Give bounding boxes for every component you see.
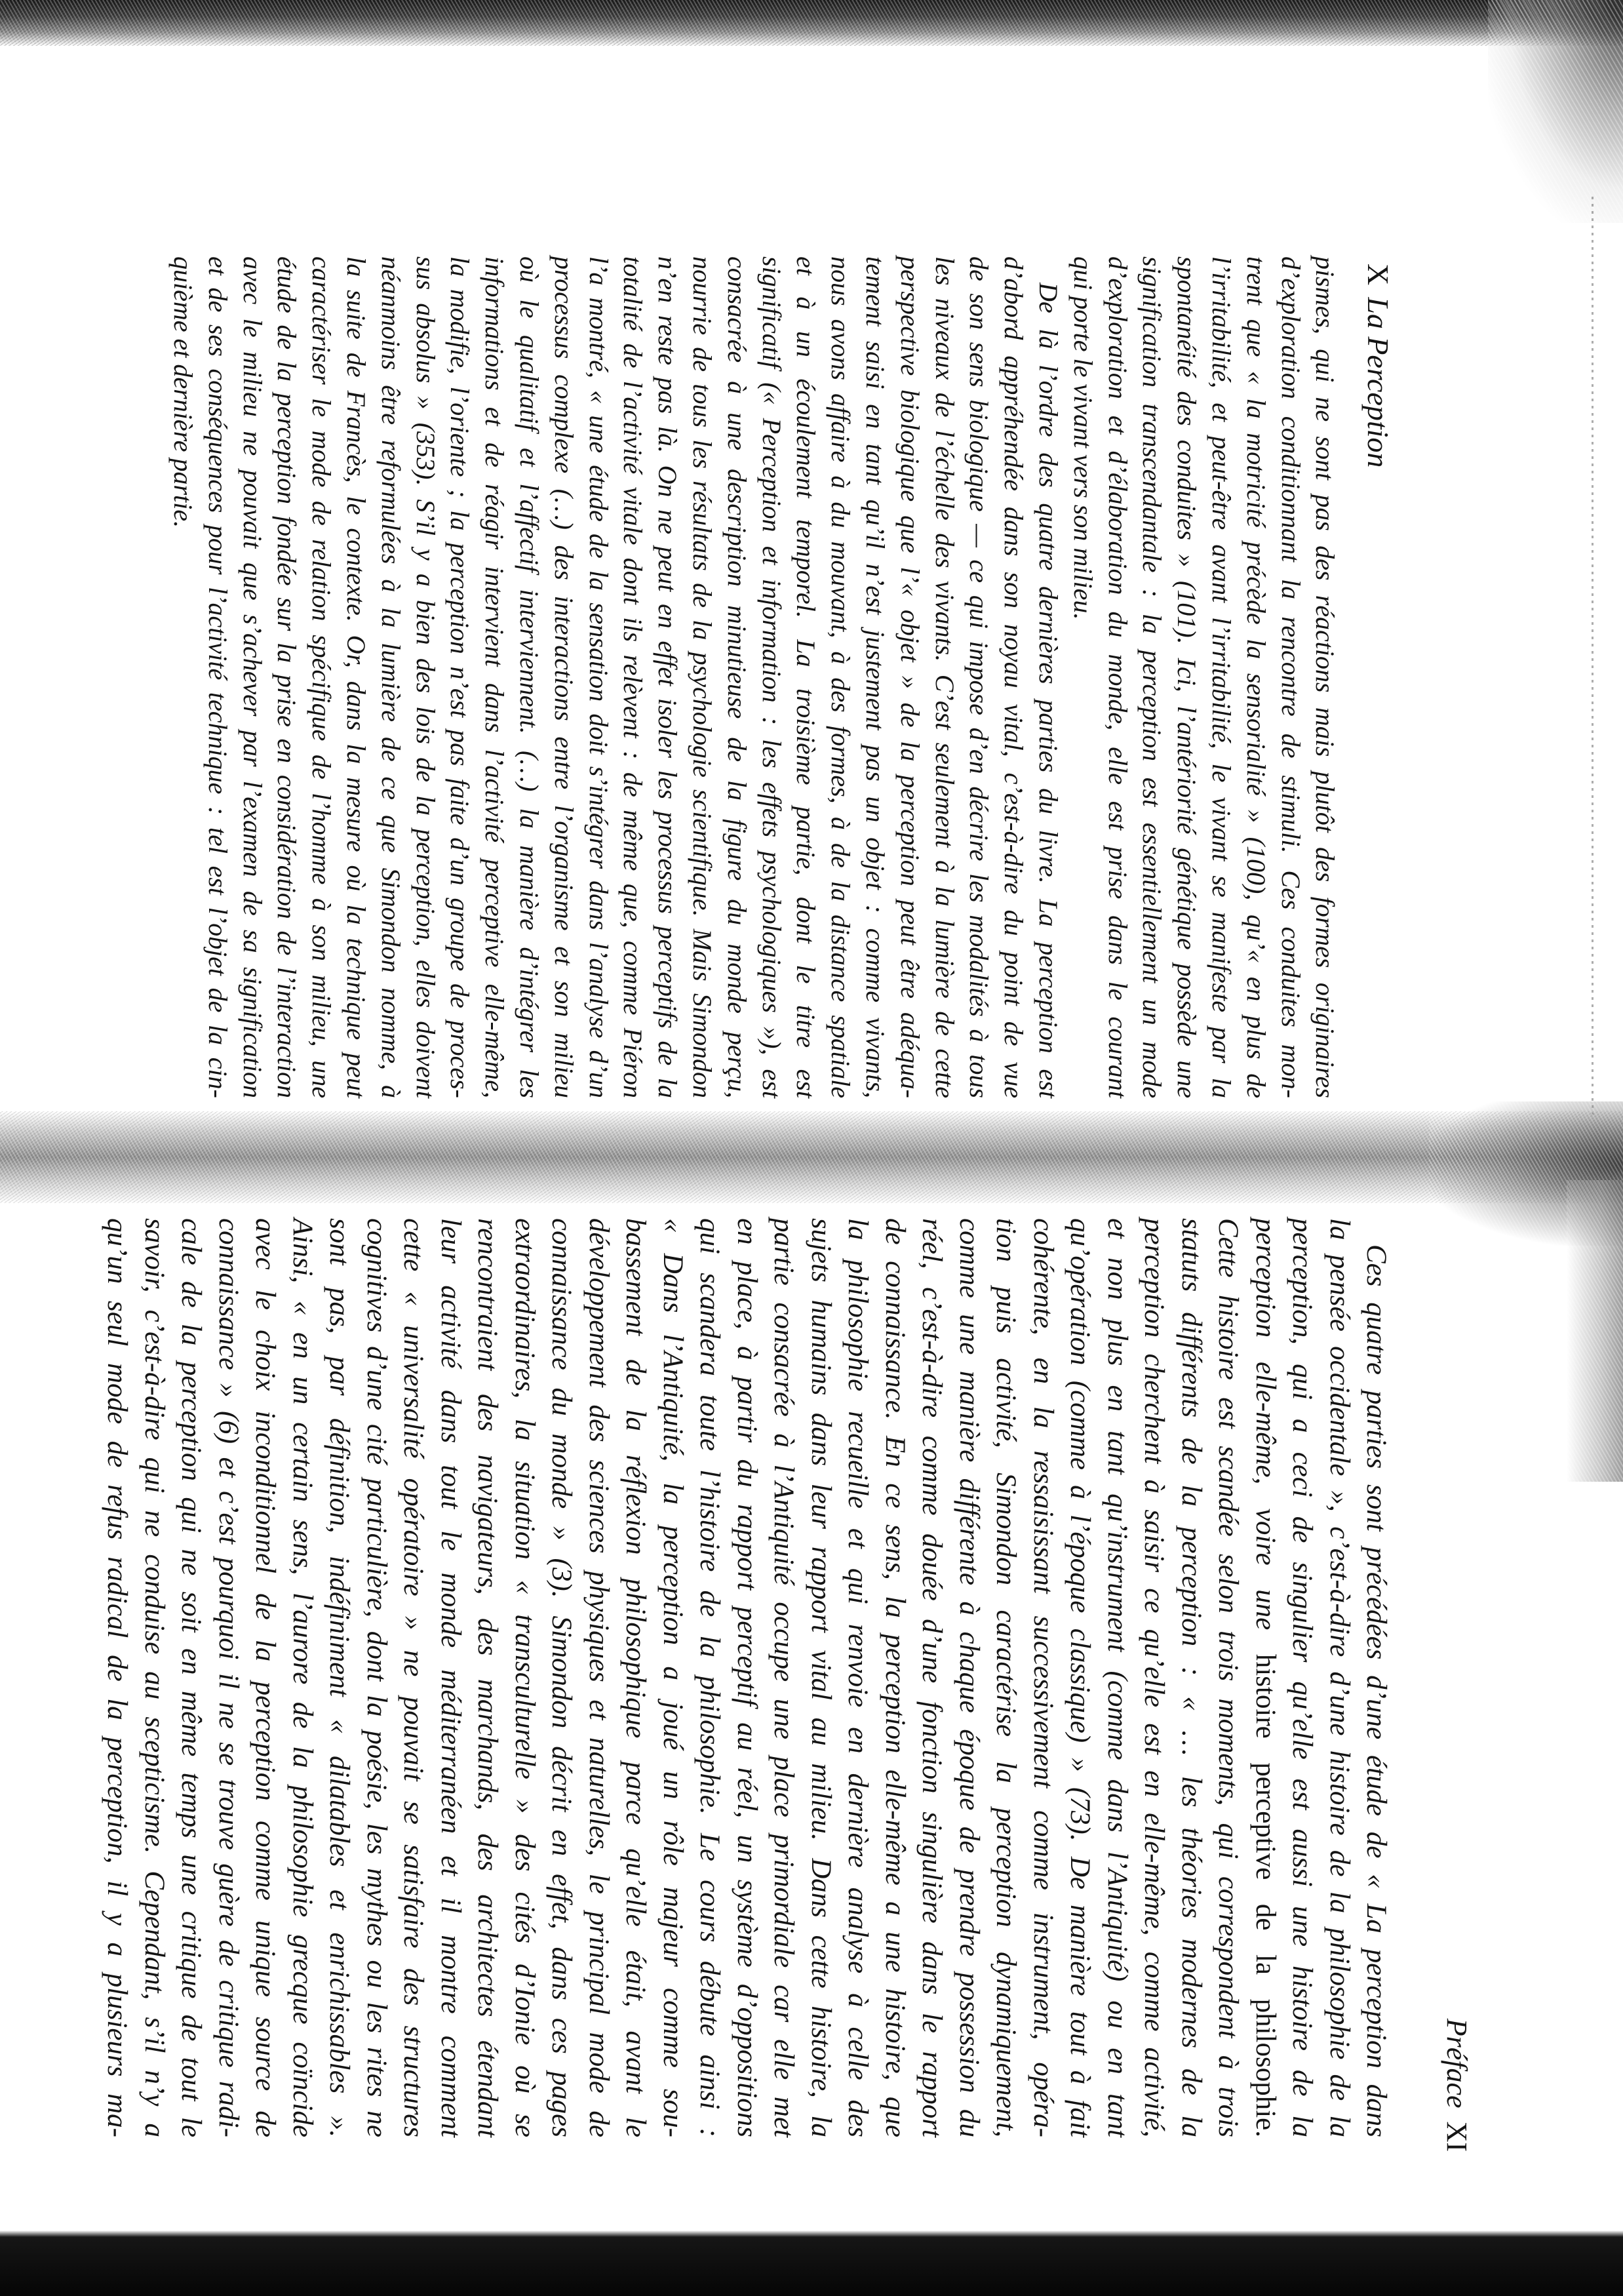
text-line: de connaissance. En ce sens, la perception elle-même a une histoire, que [879,1218,910,2137]
text-line: et à un écoulement temporel. La troisième partie, dont le titre est [791,256,821,1098]
text-line: trent que « la motricité précède la sensorialité » (100), qu’« en plus de [1241,256,1271,1098]
page-edge-line [1592,197,1594,1115]
text-line: en place, à partir du rapport perceptif au réel, un système d’oppositions [731,1218,762,2137]
text-line: cognitives d’une cité particulière, dont la poésie, les mythes ou les rites ne [361,1218,392,2137]
text-line: significatif (« Perception et information : les effets psychologiques »), est [756,256,787,1098]
folio-number: X [1361,264,1395,286]
text-line: avec le choix inconditionnel de la perception comme unique source de [250,1218,281,2137]
text-line: la suite de Francès, le contexte. Or, dans la mesure où la technique peut [342,256,372,1098]
text-line: qui porte le vivant vers son milieu. [1068,256,1098,620]
text-line: cale de la perception qui ne soit en même temps une critique de tout le [176,1218,207,2137]
text-line: tion puis activité, Simondon caractérise la perception dynamiquement, [990,1218,1022,2137]
page-edge-shadow [1567,1180,1623,1482]
running-head [1361,256,1395,1098]
body-text [165,256,1342,1098]
text-line: caractériser le mode de relation spécifique de l’homme à son milieu, une [307,256,337,1098]
text-line: néanmoins être reformulées à la lumière de ce que Simondon nomme, à [376,256,406,1098]
text-line: cette « universalité opératoire » ne pouvait se satisfaire des structures [398,1218,429,2137]
text-line: leur activité dans tout le monde méditerranéen et il montre comment [435,1218,466,2137]
text-line: l’irritabilité, et peut-être avant l’irritabilité, le vivant se manifeste par la [1207,256,1237,1098]
text-line-italic: perception elle-même, voire une [1249,1218,1281,1654]
text-line: comme une manière différente à chaque époque de prendre possession du [953,1218,985,2137]
text-line: perception, qui a ceci de singulier qu’elle est aussi une histoire de la [1287,1218,1318,2137]
text-line: perspective biologique que l’« objet » de la perception peut être adéqua- [895,256,925,1098]
text-line: Ainsi, « en un certain sens, l’aurore de la philosophie grecque coïncide [286,1218,318,2137]
text-line-roman-emphasis: histoire perceptive de la philosophie. [1249,1653,1281,2138]
text-line: Ces quatre parties sont précédées d’une étude de « La perception dans [1361,1244,1392,2137]
text-line: d’exploration et d’élaboration du monde, elle est prise dans le courant [1103,256,1133,1098]
text-line: qui scandera toute l’histoire de la philosophie. Le cours débute ainsi : [694,1218,726,2137]
text-line: extraordinaires, la situation « transculturelle » des cités d’Ionie où se [509,1218,540,2137]
text-line: signification transcendantale : la perception est essentiellement un mode [1137,256,1167,1098]
text-line: De là l’ordre des quatre dernières parties du livre. La perception est [1034,283,1064,1098]
book-gutter-shadow [0,1111,1623,1203]
text-line: informations et de réagir intervient dans l’activité perceptive elle-même, [480,256,510,1098]
text-line: réel, c’est-à-dire comme douée d’une fonction singulière dans le rapport [916,1218,948,2137]
running-head [1439,1218,1474,2152]
text-line: l’a montré, « une étude de la sensation doit s’intégrer dans l’analyse d’un [583,256,614,1098]
text-line: nous avons affaire à du mouvant, à des formes, à de la distance spatiale [826,256,856,1098]
text-line: processus complexe (…) des interactions entre l’organisme et son milieu [549,256,579,1098]
text-line: avec le milieu ne pouvait que s’achever par l’examen de sa signification [237,256,267,1098]
text-line: sus absolus » (353). S’il y a bien des lois de la perception, elles doivent [410,256,440,1098]
text-line: la philosophie recueille et qui renvoie en dernière analyse à celle des [842,1218,874,2137]
text-line: développement des sciences physiques et naturelles, le principal mode de [583,1218,614,2137]
text-line: d’abord appréhendée dans son noyau vital, c’est-à-dire du point de vue [999,256,1029,1098]
text-line: consacrée à une description minutieuse de la figure du monde perçu, [722,256,752,1098]
body-text [98,1218,1395,2137]
running-head-title: Préface [1441,2018,1473,2108]
text-line: sont pas, par définition, indéfiniment « dilatables et enrichissables ». [324,1218,355,2137]
page-x [165,256,1395,1098]
text-line: perception cherchent à saisir ce qu’elle est en elle-même, comme activité, [1139,1218,1170,2137]
text-line: tement saisi en tant qu’il n’est justement pas un objet : comme vivants, [861,256,891,1098]
scan-corner-shadow [1488,0,1623,223]
page-xi [98,1218,1474,2152]
text-line: rencontraient des navigateurs, des marchands, des architectes étendant [472,1218,503,2137]
text-line: statuts différents de la perception : « … les théories modernes de la [1175,1218,1207,2137]
text-line [1246,1218,1283,2137]
text-line: connaissance du monde » (3). Simondon décrit en effet, dans ces pages [546,1218,577,2137]
text-line: qu’un seul mode de refus radical de la perception, il y a plusieurs ma- [102,1218,133,2137]
text-line: spontanéité des conduites » (101). Ici, l’antériorité génétique possède une [1172,256,1202,1098]
text-line: connaissance » (6) et c’est pourquoi il ne se trouve guère de critique radi- [212,1218,244,2137]
text-line: cohérente, en la ressaisissant successivement comme instrument, opéra- [1027,1218,1059,2137]
folio-number: XI [1441,2121,1473,2152]
text-line: bassement de la réflexion philosophique parce qu’elle était, avant le [620,1218,652,2137]
text-line: étude de la perception fondée sur la prise en considération de l’interaction [272,256,302,1098]
text-line: n’en reste pas là. On ne peut en effet isoler les processus perceptifs de la [653,256,683,1098]
text-line: quième et dernière partie. [168,256,199,528]
text-line: savoir, c’est-à-dire qui ne conduise au scepticisme. Cependant, s’il n’y a [138,1218,170,2137]
scan-bottom-edge [0,2230,1623,2296]
running-head-title: La Perception [1361,297,1395,468]
scan-top-edge [0,0,1623,46]
text-line: la pensée occidentale », c’est-à-dire d’une histoire de la philosophie de la [1323,1218,1355,2137]
text-line: partie consacrée à l’Antiquité occupe une place primordiale car elle met [768,1218,800,2137]
text-line: Cette histoire est scandée selon trois moments, qui correspondent à trois [1213,1218,1244,2137]
text-line: « Dans l’Antiquité, la perception a joué un rôle majeur comme sou- [657,1218,688,2137]
text-line: qu’opération (comme à l’époque classique) » (73). De manière tout à fait [1065,1218,1096,2137]
text-line: de son sens biologique — ce qui impose d’en décrire les modalités à tous [964,256,994,1098]
text-line: et non plus en tant qu’instrument (comme dans l’Antiquité) ou en tant [1101,1218,1133,2137]
text-line: la modifie, l’oriente ; la perception n’est pas faite d’un groupe de proces- [445,256,475,1098]
text-line: pismes, qui ne sont pas des réactions mais plutôt des formes originaires [1310,256,1340,1098]
text-line: où le qualitatif et l’affectif interviennent. (…) la manière d’intégrer les [515,256,545,1098]
text-line: et de ses conséquences pour l’activité technique : tel est l’objet de la cin- [203,256,233,1098]
text-line: nourrie de tous les résultats de la psychologie scientifique. Mais Simondon [688,256,718,1098]
text-line: d’exploration conditionnant la rencontre de stimuli. Ces conduites mon- [1276,256,1306,1098]
text-line: sujets humains dans leur rapport vital au milieu. Dans cette histoire, la [805,1218,836,2137]
text-line: les niveaux de l’échelle des vivants. C’est seulement à la lumière de cette [929,256,960,1098]
text-line: totalité de l’activité vitale dont ils relèvent : de même que, comme Piéron [618,256,648,1098]
